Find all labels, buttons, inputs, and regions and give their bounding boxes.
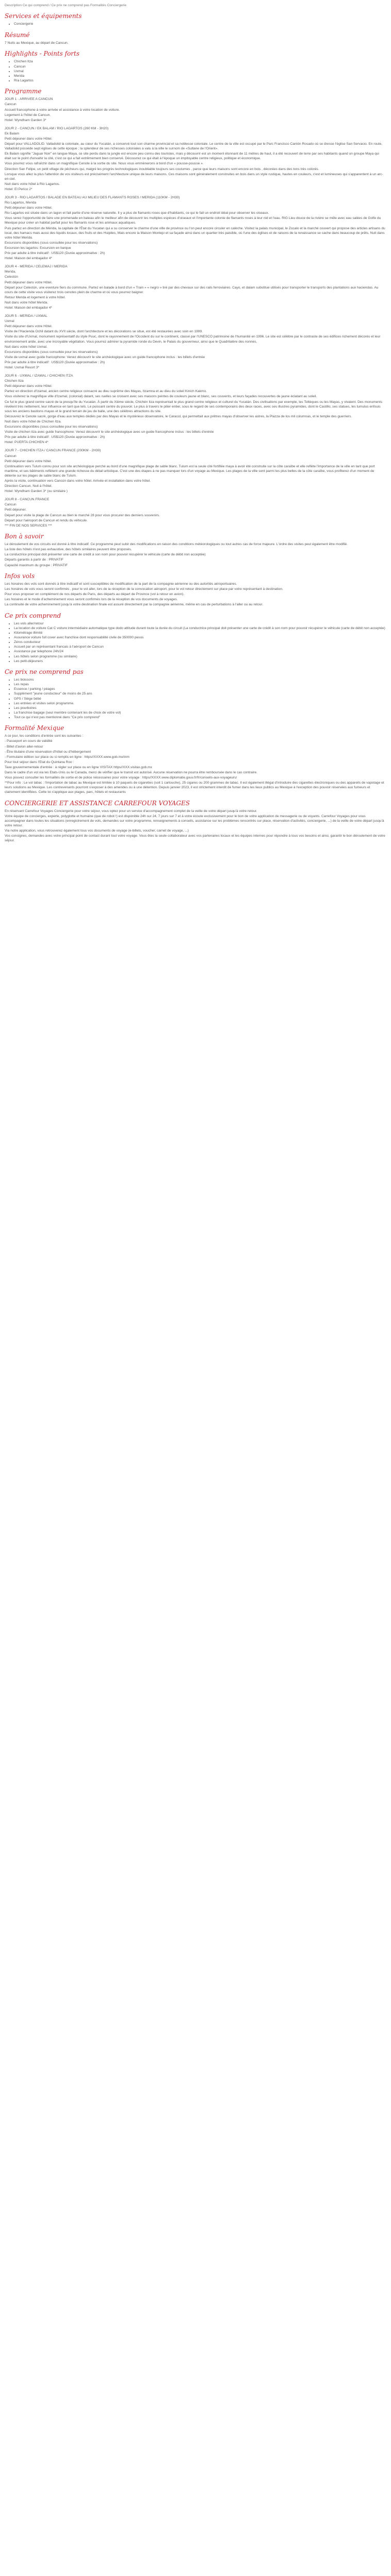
highlights-list bbox=[5, 59, 386, 82]
paragraph: Le déroulement de vos circuits est donné à titre indicatif. Ce programme peut subir des modifications en raison des conditions météorologiques ou tout autres cas de force majeure. L'ordre des visites peut également être modifié. bbox=[5, 543, 348, 547]
day-line: Visite du site d'Uxmal, monument représentatif du style Puuc, dont le rayonnement de l'Occident du sur le continent, classé par l'UNESCO patrimoine de l'humanité en 1996. Le site est célèbre par le contraste de ses édifices richement décorés et leur environnement aride, avec une incroyable végétation. Vous pourrez admirer la pyramide ronde du Devin, le Palais du gouverneur, ainsi que le Quadrilatère des nonnes. bbox=[5, 335, 381, 344]
list-item: • Conciergerie bbox=[14, 22, 386, 26]
infos-vols-title: Infos vols bbox=[5, 572, 35, 580]
day-line: Logement à l'hôtel de Cancun. bbox=[5, 113, 51, 117]
paragraph: Dans le cadre d'un vol via les Etats-Unis ou le Canada, merci de vérifier que le transit est autorisé. Aucune réservation ne pourra être remboursée dans le cas contraire. bbox=[5, 771, 257, 775]
day-line: Retour Merida et logement à votre hôtel. bbox=[5, 295, 66, 299]
day-line: Cancun bbox=[5, 454, 17, 458]
paragraph: La continuité de votre acheminement jusqu'à votre destination finale est assuré directement par la compagnie aérienne, même en cas de perturbations à l'aller ou au retour. bbox=[5, 603, 264, 607]
day-line: JOUR 3 - RIO LAGARTOS / BALADE EN BATEAU AU MILIEU DES FLAMANTS ROSES / MERIDA (110KM - 2H30) bbox=[5, 196, 180, 199]
day-line: Visite de l'Hacienda Ochil datant du XVII siècle, dont l'architecture et les décorations se situe, est été restaurées avec soin en 1999. bbox=[5, 330, 203, 334]
bon-savoir-text bbox=[5, 542, 386, 567]
day-line: Direction Cancun. Nuit à l'hôtel. bbox=[5, 484, 53, 488]
day-line: Rio Lagartos est située dans un lagon et fait partie d'une réserve naturelle. Il y a plus de flamants roses que d'habitants, ce qui le fait un endroit idéal pour observer les oiseaux. bbox=[5, 211, 269, 215]
programme-day bbox=[5, 374, 386, 445]
list-item: • Essence / parking / péages bbox=[14, 687, 386, 691]
day-line: Prix par adulte à titre indicatif : US$120 (Durée approximative : 2h) bbox=[5, 251, 105, 256]
day-line: Petit déjeuner dans votre Hôtel. bbox=[5, 206, 53, 210]
day-line: Excursion les lagartos: Excursion en barque bbox=[5, 246, 71, 250]
paragraph: Capacité maximum du groupe : PRIVATIF bbox=[5, 563, 68, 567]
day-line: Nuit dans votre hôtel Merida. bbox=[5, 300, 48, 304]
day-line: Petit déjeuner dans votre hôtel. bbox=[5, 459, 52, 463]
day-line: Excursions disponibles (sous consultée pour les réservations) bbox=[5, 425, 98, 429]
list-item: • Uxmal bbox=[14, 69, 386, 74]
list-item: • GPS / Siège bébé bbox=[14, 697, 386, 701]
day-line: Uxmal bbox=[5, 319, 14, 324]
paragraph: - Être titulaire d'une réservation d'hôtel ou d'hébergement bbox=[5, 750, 91, 754]
paragraph: **Pour info : Le vol tabac : l'importation de tabac au Mexique est limitée à 10 paquets de cigarettes (soit 1 cartouche), 25 cigares ou 200 grammes de tabac. Il est également illégal d'introduire des cigarettes électroniques ou des appareils de vapotage et leurs solutions au Mexique. Les contrevenants pourront s'exposer à des amendes ou à une détention. Depuis janvier 2023, il est strictement interdit de fumer dans les lieux publics au Mexique à l'exception des pouvoir réservées aux fumeurs et clairement identifiées. Cette loi s'applique aux plages, parc, hôtels et restaurants bbox=[5, 781, 384, 794]
list-item: • Kilométrage illimité bbox=[14, 631, 386, 635]
day-line: JOUR 2 - CANCUN / EK BALAM / RIO LAGARTOS (260 KM - 3H20) bbox=[5, 126, 109, 130]
list-item: • Tout ce qui n'est pas mentionné dans "Ce prix comprend" bbox=[14, 715, 386, 720]
day-line: Après la visite, continuation vers Cancún dans votre hôtel. Arrivée et installation dans votre hôtel. bbox=[5, 479, 151, 483]
day-line: Merida, bbox=[5, 270, 16, 274]
prix-comprend-title: Ce prix comprend bbox=[5, 612, 61, 619]
day-line: Petit déjeuner dans votre Hôtel. bbox=[5, 384, 53, 388]
paragraph: La conductrice principal doit présenter une carte de crédit à son nom pour pouvoir récupérer le véhicule (carte de débit non acceptée) bbox=[5, 553, 206, 557]
paragraph: La liste des hôtels n'est pas exhaustive, des hôtels similaires peuvent être proposés. bbox=[5, 548, 132, 552]
list-item: • La franchise bagage (seul membre contenant les de choix de votre vol) bbox=[14, 710, 386, 715]
page bbox=[0, 0, 391, 857]
programme-day bbox=[5, 448, 386, 494]
day-line: Hotel: El Perico 2* bbox=[5, 187, 32, 191]
services-list bbox=[5, 22, 386, 26]
day-line: JOUR 5 - MERIDA / UXMAL bbox=[5, 314, 47, 318]
list-item: • Les repas bbox=[14, 682, 386, 687]
day-line: Départ pour visite la plage de Cancun au bien le marché 28 pour vous procurer des derniers souvenirs. bbox=[5, 513, 160, 517]
paragraph: Vous pouvez consulter les formalités de sortie et de police nécessaires pour votre voyage : https//XXXX.www.diplomatie.gouv.fr/fr/conseils-aux-voyageurs/ bbox=[5, 776, 237, 780]
programme-days bbox=[5, 97, 386, 528]
day-line: Nuit dans votre hôtel de Chichen Itza. bbox=[5, 419, 61, 423]
day-line: Prix par adulte à titre indicatif : US$120 (Durée approximative : 2h) bbox=[5, 435, 105, 439]
day-line: Chichen Itza bbox=[5, 379, 24, 383]
programme-day bbox=[5, 314, 386, 370]
day-line: Départ pour l'aéroport de Cancun et rendu du véhicule. bbox=[5, 518, 88, 522]
day-line: Petit déjeuner dans votre Hôtel. bbox=[5, 137, 53, 141]
paragraph: Taxe gouvernementale d'entrée : à régler sur place ou en ligne VISITAX https//XXX.visitax.gob.mx bbox=[5, 765, 152, 769]
list-item: • Assistance par telephone 24h/24 bbox=[14, 649, 386, 654]
day-line: Visite de chichen itza avec guide francophone: Venez découvrir le site archéologique avec un guide francophone inclus : les billets d'entrée bbox=[5, 430, 214, 434]
day-line: JOUR 7 - CHICHEN ITZA / CANCUN FRANCE (200KM - 2H30) bbox=[5, 449, 101, 453]
day-line: Prix par adulte à titre indicatif : US$120 (Durée approximative : 2h) bbox=[5, 360, 105, 364]
resume-text: 7 Nuits au Mexique, au départ de Cancun. bbox=[5, 41, 69, 45]
paragraph: - Passeport en cours de validité bbox=[5, 739, 53, 743]
day-line: Rio Lagartos, Merida bbox=[5, 201, 37, 205]
list-item: • Chichen Itza bbox=[14, 59, 386, 64]
day-line: Vous pourrez vous rafraîchir dans un magnifique Cenote à la sortie du site. Nous vous emmènerons à bord d'un « pousse-pousse ». bbox=[5, 162, 204, 166]
programme-day bbox=[5, 497, 386, 528]
paragraph: Les horaires de vols vous seront confirmés , pour le vol aller, lors de la réception de la convocation aéroport, pour le vol retour directement sur place par votre représentant à destination. bbox=[5, 587, 283, 591]
programme-day bbox=[5, 97, 386, 122]
day-line: Excursions disponibles (sous consultée pour les réservations) bbox=[5, 350, 98, 354]
paragraph: - Billet d'avion aller-retour bbox=[5, 744, 43, 749]
paragraph: Les horaires des vols sont donnés à titre indicatif et sont susceptibles de modification de la part de la compagnie aérienne ou des autorités aéroportuaires. bbox=[5, 582, 237, 586]
paragraph: - Formulaire édition sur place ou si remplis en ligne : https//XXXX.www.gob.mx/inm bbox=[5, 755, 129, 759]
day-line: Ek Balam signifie "Jaguar Noir" en langue Maya, ce site perdu dans la jungle est encore peu connu des touristes, mais y découvrir est un moment étonnant de 11 mètres de haut, il a été recouvert de terre par ses habitants quand un groupe Maya qui était sur le point d'envahir la cité, c'est ce qui a fait extrêmement bien conservé. Découvrez ce qui était à l'époque un impitoyable centre religieux, politique et économique. bbox=[5, 152, 379, 161]
paragraph: Via notre application, vous retrouverez également tous vos documents de voyage (e-billets, voucher, carnet de voyage, ...) bbox=[5, 829, 189, 833]
paragraph: En réservant Carrefour Voyages Conciergerie pour votre séjour, vous optez pour un service d'accompagnement complet de la veille de votre départ jusqu'à votre retour. bbox=[5, 809, 257, 813]
programme-day bbox=[5, 264, 386, 310]
list-item: • Merida bbox=[14, 74, 386, 78]
day-line: Ce fut le plus grand centre sacré de la presqu'île du Yucatán. À partir du Xième siècle, Chichén Itza représentait le plus grand centre religieux et culturel du Yucatán. Des civilisations par exemple, les Toltèques ou les Mayas, y vivaient. Des monuments révèlent très nettement, leur influence en tant que tels. Le puissant centre du pouvoir. Le plus à travers le pilier entier, sous le regard de ses contemporains des deux races, avec ses illustres pyramides, dont le Castillo, ses statues, les tumulus enfouis sous les anciens bastions mayas et le grand terrain de jeu de balle, une des célèbres attractions du site. bbox=[5, 400, 383, 413]
day-line: Ek Balam bbox=[5, 131, 20, 135]
day-line: Hotel: Maison del embajador 4* bbox=[5, 257, 52, 261]
day-line: Petit déjeuner dans votre Hôtel. bbox=[5, 325, 53, 329]
services-title: Services et équipements bbox=[5, 12, 82, 20]
programme-title: Programme bbox=[5, 87, 42, 95]
conciergerie-title: CONCIERGERIE ET ASSISTANCE CARREFOUR VOYAGES bbox=[5, 799, 190, 807]
paragraph: Vos consignes, demandes avec votre principal point de contact durant tout votre voyage. Vous êtes la seule collaborateur avec vos partenaires locaux et les équipes internes pour répondre à tous vos besoins et ainsi, garantir le bon déroulement de votre séjour. bbox=[5, 834, 385, 843]
paragraph: Départs garantis à partir de : PRIVATIF bbox=[5, 558, 64, 562]
day-line: Hotel: Uxmal Resort 3* bbox=[5, 366, 40, 369]
day-line: Nuit dans votre hôtel Uxmal. bbox=[5, 345, 47, 349]
paragraph: Pour tout séjour dans l'Etat du Quintana Roo : bbox=[5, 760, 74, 764]
paragraph: A ce jour, les conditions d'entrée sont les suivantes : bbox=[5, 734, 84, 738]
day-line: Cancun bbox=[5, 103, 17, 107]
list-item: • Ría Lagartos bbox=[14, 78, 386, 83]
formalites-title: Formalité Mexique bbox=[5, 724, 64, 732]
formalites-text bbox=[5, 734, 386, 794]
day-line: Celestún bbox=[5, 275, 19, 279]
day-line: Accueil francophone à votre arrivée et assistance à votre location de voiture. bbox=[5, 108, 120, 112]
day-line: Puis partez en direction de Mérida, la capitale de l'État du Yucatan qui a su conserver le charme d'une ville de province ou l'on peut encore circuler en calèche. Visitez la palais municipal, le Zocalo et la marché couvert qui propose des articles artisans du local, des hamacs mais aussi des liquids locaux, des fruits et des Huipiles, Mais encore la Maison Montejo et sa façade ainsi dans un quartier très paisible, où l'une des églises et de raisons de la renaissance se cache dans beaucoup de prêts. Nuit dans votre hôtel Merida. bbox=[5, 226, 385, 240]
list-item: • Cancun bbox=[14, 64, 386, 69]
day-line: JOUR 4 - MERIDA / CELEMAJ / MERIDA bbox=[5, 265, 68, 269]
day-line: JOUR 8 - CANCUN FRANCE bbox=[5, 498, 50, 502]
paragraph: Pour vous proposer en complément de nos départs de Paris, des départs au départ de Province (vol à retour en avion). bbox=[5, 592, 185, 597]
day-line: Excursions disponibles (sous consultée pour les réservations) bbox=[5, 241, 98, 245]
conciergerie-text bbox=[5, 809, 386, 843]
day-line: Vous visiterez la magnifique ville d'Izamal, (colonial) datant, ses ruelles se croisent avec ses maisons peintes de couleurs jaune et blanc, ses couvents, et leurs façades recouvertes de jaune éclatant au soleil. bbox=[5, 395, 317, 399]
day-line: Partez en direction d'Izamal, ancien centre religieux consacré au dieu suprême des Mayas, Itzamna et au dieu du soleil Kinich Kakmo. bbox=[5, 389, 207, 394]
day-line: Petit déjeuner dans votre Hôtel. bbox=[5, 280, 53, 284]
paragraph: Les horaires et le mode d'acheminement vous seront confirmés lors de la réception de vos documents de voyages. bbox=[5, 598, 178, 602]
day-line: Hotel: PUERTA CHICHEN 4* bbox=[5, 440, 48, 445]
paragraph: Votre équipe de concierges, experte, polyglotte et humaine (que de robot !) est disponible 24h sur 24, 7 jours sur 7 et à votre écoute exclusivement pour le bon de votre application de messagerie ou de voyants. Carrefour Voyages pour vous accompagner dans toutes les situations (enregistrement de vols, demandes sur votre programme, renseignements à conseils, assistance sur les problèmes rencontrés sur place, réservation d'activités, conciergerie, ...) de la veille de votre départ jusqu'à votre retour. bbox=[5, 815, 384, 828]
resume-title: Résumé bbox=[5, 31, 30, 39]
prix-comprend-list bbox=[5, 621, 386, 664]
day-line: *** FIN DE NOS SERVICES *** bbox=[5, 523, 52, 528]
day-line: Visite de uxmal avec guide francophone: Venez découvrir le site archéologique avec un guide francophone inclus : les billets d'entrée bbox=[5, 355, 205, 359]
day-line: Découvrez le Cenote sacré, gorge d'eau aux temples dédiés par des Mayas et le mystérieux observatoire, le Caracol, qui permettait aux prêtres mayas d'observer les astres, la Plazza de los mil columnas, et le temple des guerriers. bbox=[5, 414, 352, 418]
day-line: Départ pour Celestún, une eventure fiers du commune. Partez en balade à bord d'un « Train » « negro » tiré par des chevaux sur des rails ferroviaires. Cayo, et dalam substitue utilisés pour transporter le transports des plantations aux haciendas. Au cours de cette visite vous visiterez trois cenotes plein de charme et où vous pourrez baigner. bbox=[5, 285, 379, 294]
day-line: Cancun bbox=[5, 503, 17, 507]
day-line: JOUR 6 - UXMAL / IZAMAL / CHICHEN ITZA bbox=[5, 374, 73, 378]
day-line: Petit déjeuner. bbox=[5, 508, 27, 512]
list-item: • Accueil par un représentant francais à l'aéroport de Cancun bbox=[14, 645, 386, 649]
day-line: Départ pour VALLADOLID. Valladolid la coloniale, au cœur du Yucatán, a conservé tout son charme provincial et sa noblesse coloniale. Le centre de la ville est occupé par le Parc Francisco Cantón Rosado où se dresse l'église San Servacio. En route, Valladolid possède sept églises de cette époque ; la splendeur de ses richesses coloniales a valu à la ville le surnom de «Sultane de l'Orient». bbox=[5, 142, 383, 151]
day-line: Direction San Felipe, un petit village de pêcheurs qui, malgré les progrès technologiques inoubliable toujours ses coutumes , parce que leurs maisons sont encore en bois , décorées dans des tons très colorés. bbox=[5, 167, 319, 171]
list-item: • Les petit-déjeuners bbox=[14, 659, 386, 664]
bon-savoir-title: Bon à savoir bbox=[5, 532, 44, 540]
list-item: • La location de voiture Cat C voiture intermédiaire automatique type dodo attitude durant toute la durée du circuit (La conductrice principal doit présenter une carte de crédit à son nom pour pouvoir récupérer le véhicule (carte de débit non acceptée) bbox=[14, 626, 386, 631]
list-item: • Les vols aller/retour bbox=[14, 621, 386, 626]
list-item: • Les boissons bbox=[14, 677, 386, 682]
prix-ne-comprend-title: Ce prix ne comprend pas bbox=[5, 668, 84, 675]
day-line: Nuit dans votre hôtel à Rio Lagartos. bbox=[5, 182, 60, 186]
infos-vols-text bbox=[5, 582, 386, 607]
day-line: Vous serez l'opportunité de faire une promenade en bateau afin le meilleur afin de découvrir les multiples espèces d'oiseaux et l'importante colonie de flamants roses à leur nid et l'eau. RIG Lieu douce de la rivière se mêle avec eau salées de Golfe du Mexique pour créer un habitat parfait pour les flamants rose et les animaux aquatiques. bbox=[5, 216, 381, 225]
day-line: Hotel: Wyndham Garden 3* (ou similaire ) bbox=[5, 489, 68, 494]
day-line: Hotel: Maison del embajador 4* bbox=[5, 306, 52, 310]
tab-bar-text[interactable]: Description Ce qui comprend / Ce prix ne comprend pas Formalités Conciergerie bbox=[5, 4, 127, 7]
day-line: Lorsque vous allez la plus l'attention de vos visiteurs est précisément l'architecture unique de leurs maisons. Ces maisons sont généralement construites en bois dans un style rustique, hautes en couleurs, c'est et lumineuses qui s'apparentent à un arc-en-ciel. bbox=[5, 172, 383, 181]
day-line: JOUR 1 - ARRIVEE A CANCUN bbox=[5, 97, 53, 101]
day-line: Hotel: Wyndham Garden 3* bbox=[5, 118, 46, 122]
list-item: • Supplément "jeune conducteur" de moins de 25 ans bbox=[14, 691, 386, 696]
prix-ne-comprend-list bbox=[5, 677, 386, 720]
list-item: • Les hôtels selon programme (ou similaire) bbox=[14, 654, 386, 659]
highlights-title: Highlights - Points forts bbox=[5, 50, 80, 58]
programme-day bbox=[5, 195, 386, 261]
list-item: • Les pourboires bbox=[14, 706, 386, 710]
list-item: • Les entrées et visites selon programme. bbox=[14, 701, 386, 706]
day-line: Continuation vers Tulum connu pour son site archéologique perché au bord d'une magnifique plage de sable blanc. Tulum est la seule cité fortifiée maya à avoir été construite sur la côte caraïbe et elle reflète l'importance de la ville en tant que port maritime, et ses bâtiments reflètent une grande richesse du détail artistique. C'est une des étapes à ne pas manquer lors d'un voyage au Mexique. Les plages de la ville sont parmi les plus belles de la côte caraïbe, vous profiterez d'un moment de détente sur les plages de sable blanc de Tulum. bbox=[5, 464, 375, 478]
list-item: • Assurance voiture full cover avec franchise dont responsabilité civile de 350000 pesos bbox=[14, 635, 386, 640]
list-item: • Zéros conducteur bbox=[14, 640, 386, 645]
programme-day bbox=[5, 126, 386, 192]
